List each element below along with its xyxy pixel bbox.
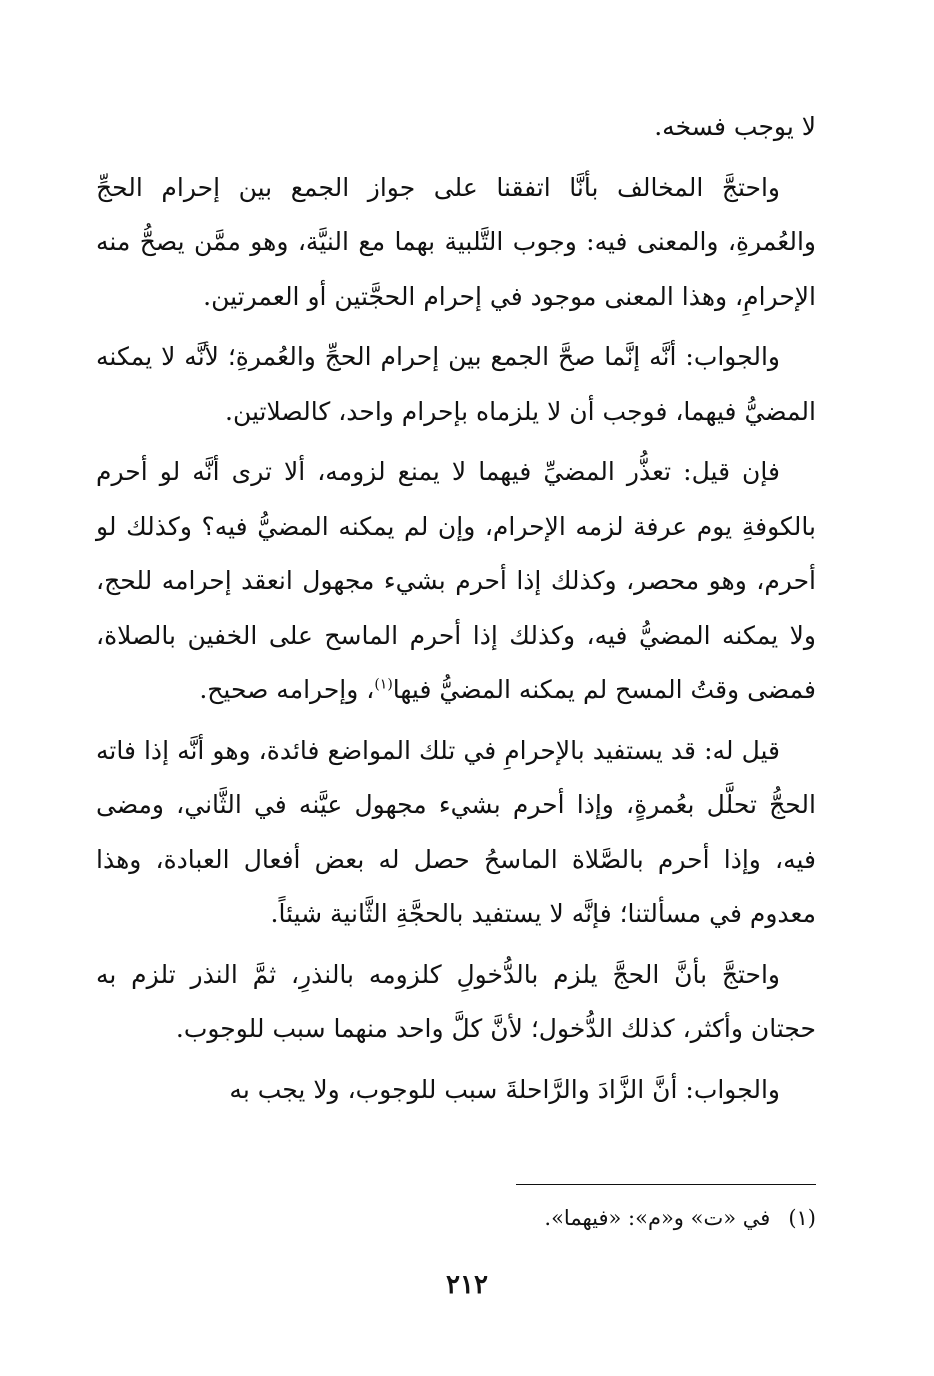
main-text [96, 100, 816, 1117]
paragraph-second-argument: واحتجَّ بأنَّ الحجَّ يلزم بالدُّخولِ كلزومه بالنذرِ، ثمَّ النذر تلزم به حجتان وأكثر، كذلك الدُّخول؛ لأنَّ كلَّ واحد منهما سبب للوجوب. [96, 959, 816, 1043]
footnote-text: في «ت» و«م»: «فيهما». [544, 1206, 771, 1230]
footnote [420, 1200, 816, 1236]
paragraph-argument: واحتجَّ المخالف بأنَّا اتفقنا على جواز الجمع بين إحرام الحجِّ والعُمرةِ، والمعنى فيه: وجوب التَّلبية بهما مع النيَّة، وهو ممَّن يصحُّ منه الإحرامِ، وهذا المعنى موجود في إحرام الحجَّتين أو العمرتين. [96, 172, 816, 311]
paragraph-final-answer: والجواب: أنَّ الزَّادَ والرَّاحلةَ سبب للوجوب، ولا يجب به [229, 1074, 780, 1104]
paragraph-continuation: لا يوجب فسخه. [654, 112, 816, 141]
footnote-reference[interactable]: (١) [374, 676, 393, 693]
footnote-number: (١) [788, 1206, 816, 1230]
page-number: ٢١٢ [446, 1270, 488, 1300]
paragraph-answer: والجواب: أنَّه إنَّما صحَّ الجمع بين إحرام الحجِّ والعُمرةِ؛ لأنَّه لا يمكنه المضيُّ فيهما، فوجب أن لا يلزماه بإحرام واحد، كالصلاتين. [96, 342, 816, 426]
footnote-divider [516, 1184, 816, 1185]
paragraph-objection [96, 445, 816, 718]
objection-text-end: ، وإحرامه صحيح. [199, 675, 375, 704]
paragraph-reply: قيل له: قد يستفيد بالإحرامِ في تلك المواضع فائدة، وهو أنَّه إذا فاته الحجُّ تحلَّل بعُمرةٍ، وإذا أحرم بشيء مجهول عيَّنه في الثَّاني، ومضى فيه، وإذا أحرم بالصَّلاة الماسحُ حصل له بعض أفعال العبادة، وهذا معدوم في مسألتنا؛ فإنَّه لا يستفيد بالحجَّةِ الثَّانية شيئاً. [96, 735, 816, 928]
objection-text: فإن قيل: تعذُّر المضيِّ فيهما لا يمنع لزومه، ألا ترى أنَّه لو أحرم بالكوفةِ يوم عرفة لزمه الإحرام، وإن لم يمكنه المضيُّ فيه؟ وكذلك لو أحرم، وهو محصر، وكذلك إذا أحرم بشيء مجهول انعقد إحرامه للحج، ولا يمكنه المضيُّ فيه، وكذلك إذا أحرم الماسح على الخفين بالصلاة، فمضى وقتُ المسح لم يمكنه المضيُّ فيها [96, 457, 816, 704]
